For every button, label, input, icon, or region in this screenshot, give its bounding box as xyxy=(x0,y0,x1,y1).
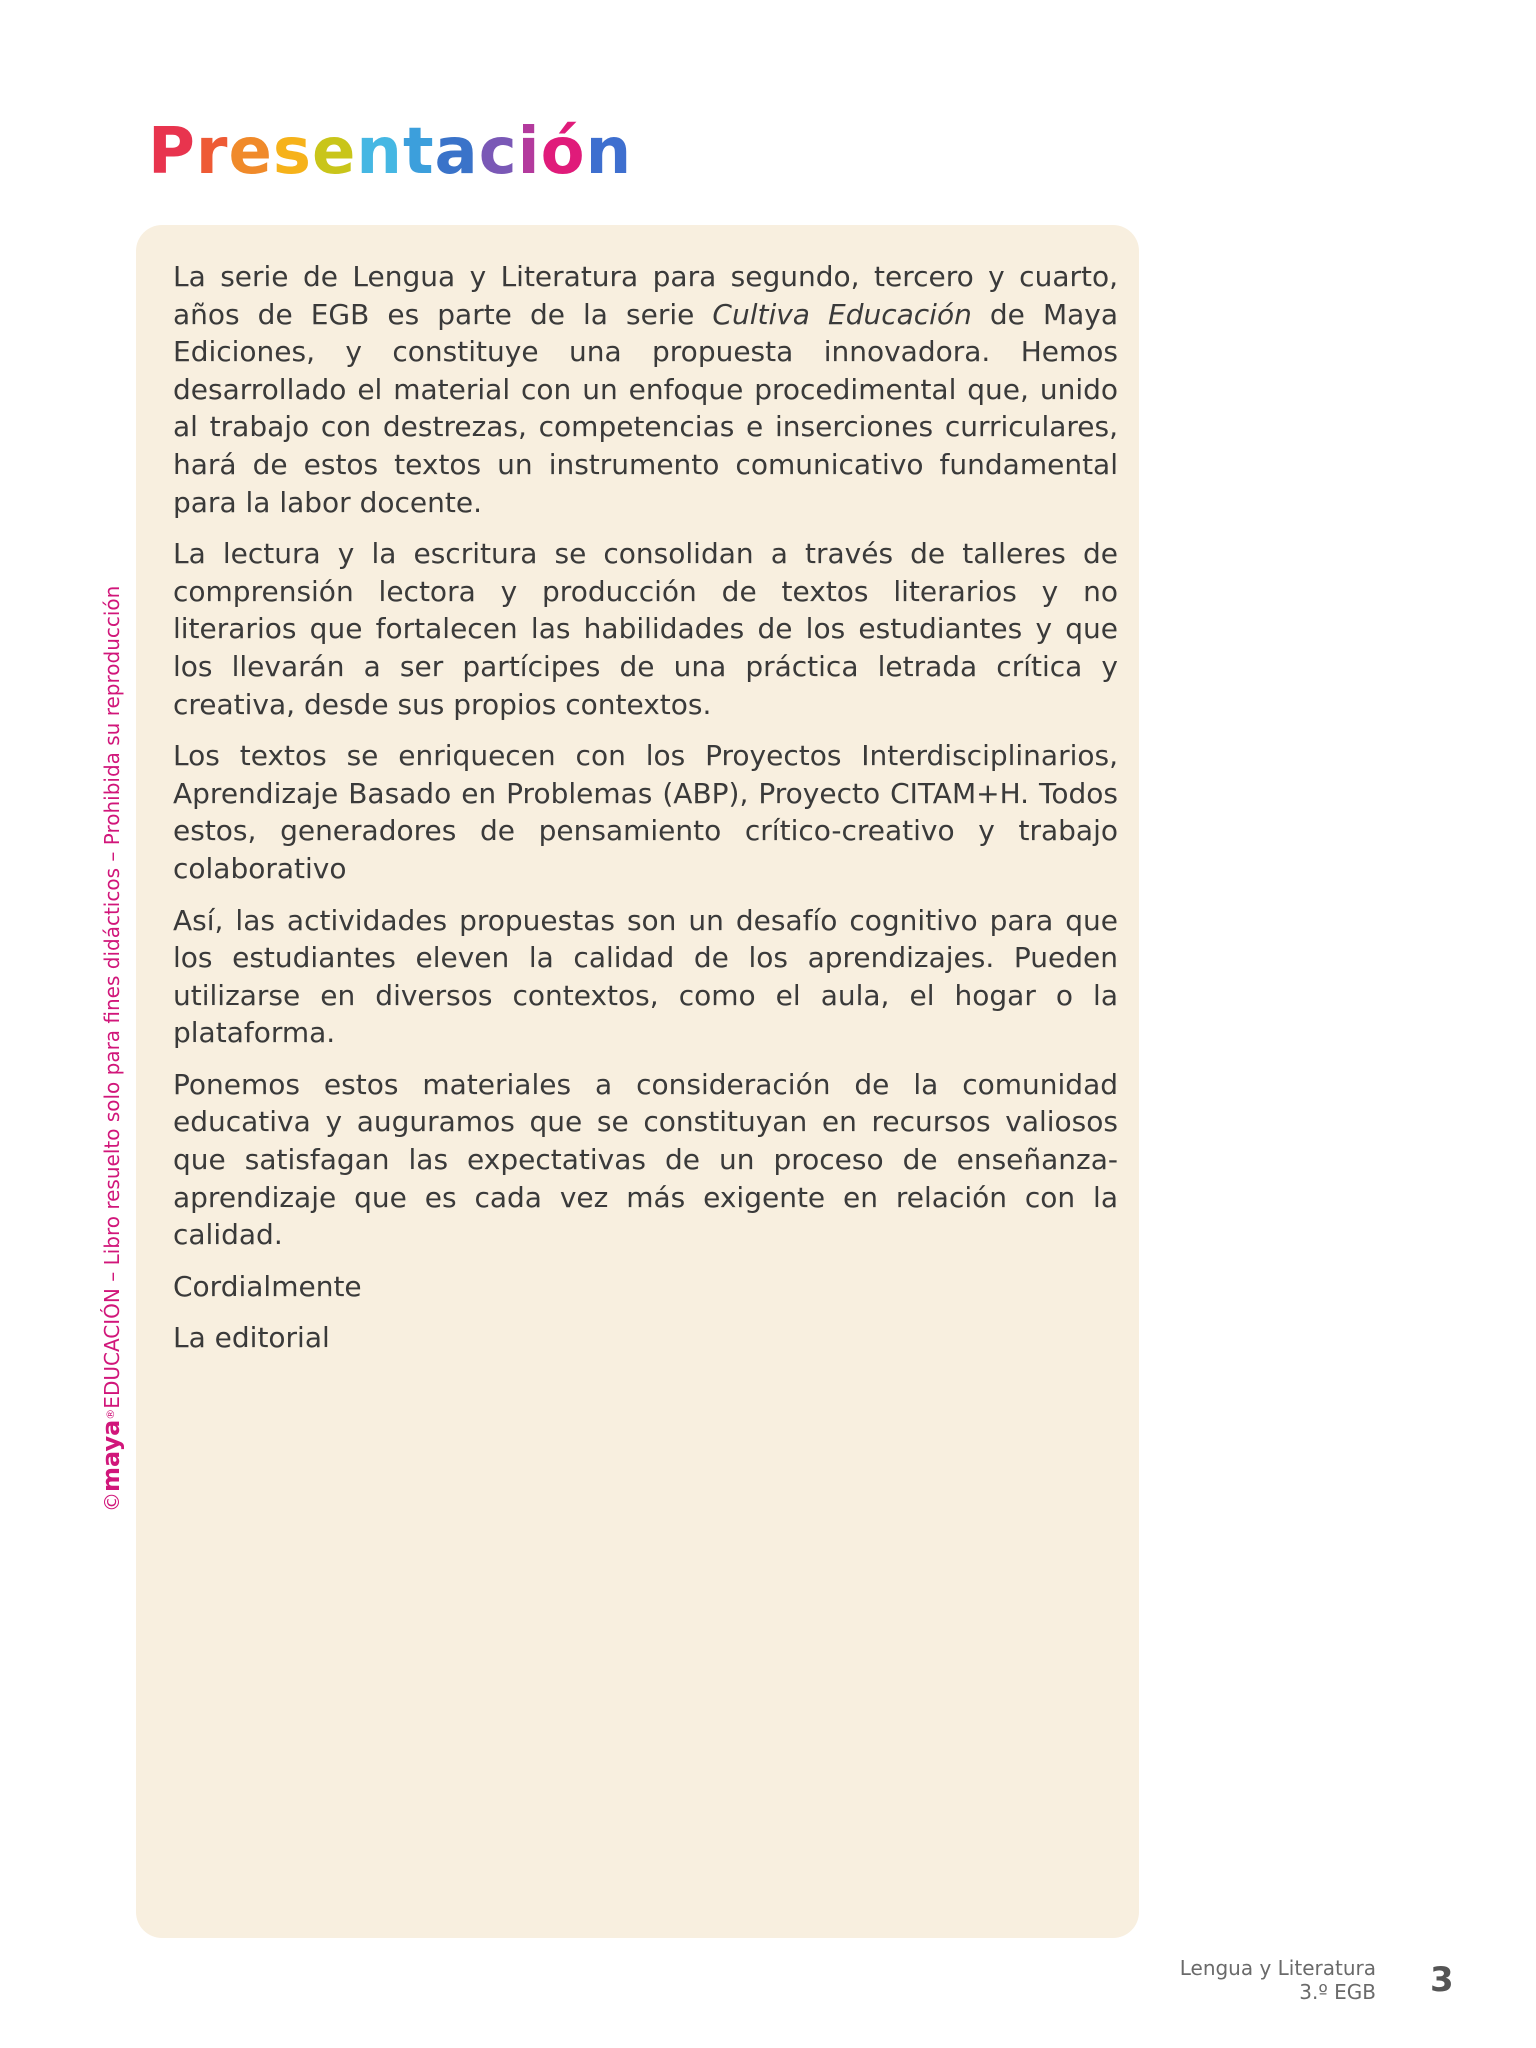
paragraph-1-part-a: La serie de Lengua y Literatura para segundo, tercero y cuarto, años de EGB es parte de la serie xyxy=(173,260,1118,331)
title-letter: e xyxy=(228,115,273,189)
title-letter: P xyxy=(148,115,196,189)
copyright-symbol: © xyxy=(100,1492,124,1512)
series-name: Cultiva Educación xyxy=(712,297,972,331)
title-letter: n xyxy=(585,115,633,189)
title-letter: ó xyxy=(540,115,586,189)
copyright-text: EDUCACIÓN – Libro resuelto solo para fines didácticos – Prohibida su reproducción xyxy=(100,585,124,1409)
footer-subject: Lengua y Literatura xyxy=(1179,1956,1376,1980)
paragraph-5: Ponemos estos materiales a consideración de la comunidad educativa y auguramos que se constituyan en recursos valiosos que satisfagan las expectativas de un proceso de enseñanza-aprendizaje que es cada vez más exigente en relación con la calidad. xyxy=(173,1067,1118,1252)
title-letter: i xyxy=(517,115,541,189)
publisher-logo: maya xyxy=(97,1419,125,1492)
paragraph-2: La lectura y la escritura se consolidan a través de talleres de comprensión lectora y producción de textos literarios y no literarios que fortalecen las habilidades de los estudiantes y que los llevarán a ser partícipes de una práctica letrada crítica y creativa, desde sus propios contextos. xyxy=(173,537,1118,721)
signature: La editorial xyxy=(173,1321,330,1355)
copyright-notice xyxy=(98,586,125,1512)
closing-greeting: Cordialmente xyxy=(173,1269,362,1303)
title-letter: r xyxy=(195,115,229,189)
title-letter: s xyxy=(272,115,312,189)
paragraph-3: Los textos se enriquecen con los Proyectos Interdisciplinarios, Aprendizaje Basado en Problemas (ABP), Proyecto CITAM+H. Todos estos, generadores de pensamiento crítico-creativo y trabajo colaborativo xyxy=(173,739,1118,885)
title-letter: a xyxy=(434,115,479,189)
title-letter: t xyxy=(402,115,435,189)
title-letter: c xyxy=(478,115,518,189)
registered-mark: ® xyxy=(104,1408,117,1420)
presentation-text xyxy=(173,258,1118,1371)
page-title xyxy=(148,112,632,192)
footer-grade: 3.º EGB xyxy=(1299,1980,1376,2004)
paragraph-1 xyxy=(173,258,1118,521)
title-letter: e xyxy=(311,115,357,189)
paragraph-4: Así, las actividades propuestas son un desafío cognitivo para que los estudiantes eleven la calidad de los aprendizajes. Pueden utilizarse en diversos contextos, como el aula, el hogar o la plataforma. xyxy=(173,903,1118,1050)
footer-book-info xyxy=(1180,1956,1376,2004)
paragraph-1-part-b: de Maya Ediciones, y constituye una propuesta innovadora. Hemos desarrollado el material con un enfoque procedimental que, unido al trabajo con destrezas, competencias e inserciones curriculares, hará de estos textos un instrumento comunicativo fundamental para la labor docente. xyxy=(173,297,1118,519)
title-letter: n xyxy=(356,115,403,189)
page-number: 3 xyxy=(1430,1960,1454,2000)
